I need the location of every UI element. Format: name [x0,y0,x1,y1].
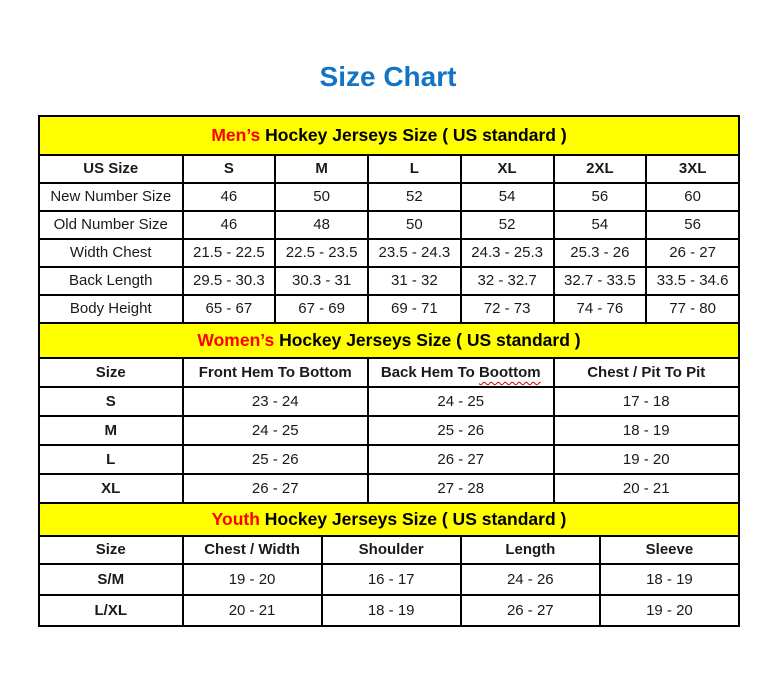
column-header-row [39,155,739,183]
size-value-cell: 52 [368,183,461,211]
size-value-cell: 50 [275,183,368,211]
size-value-cell: 30.3 - 31 [275,267,368,295]
row-label: S [39,387,183,416]
column-header-row [39,536,739,564]
size-value-cell: 17 - 18 [554,387,740,416]
size-value-cell: 26 - 27 [183,474,369,503]
band-accent-text: Youth [211,508,260,529]
column-header: 3XL [646,155,739,183]
size-value-cell: 74 - 76 [554,295,647,323]
table-row [39,295,739,323]
band-accent-text: Men’s [211,124,261,145]
size-value-cell: 33.5 - 34.6 [646,267,739,295]
size-value-cell: 60 [646,183,739,211]
size-value-cell: 56 [646,211,739,239]
youth-size-table [38,502,740,627]
size-value-cell: 20 - 21 [183,595,322,626]
size-value-cell: 32 - 32.7 [461,267,554,295]
table-row [39,267,739,295]
column-header: L [368,155,461,183]
size-value-cell: 52 [461,211,554,239]
womens-size-table [38,322,740,504]
size-value-cell: 27 - 28 [368,474,554,503]
column-header: US Size [39,155,183,183]
column-header: Size [39,536,183,564]
column-header: Chest / Pit To Pit [554,358,740,387]
size-value-cell: 48 [275,211,368,239]
table-row [39,387,739,416]
size-value-cell: 54 [461,183,554,211]
row-label: M [39,416,183,445]
size-value-cell: 67 - 69 [275,295,368,323]
column-header-text: Back Hem To [380,363,479,381]
size-value-cell: 18 - 19 [554,416,740,445]
size-value-cell: 32.7 - 33.5 [554,267,647,295]
band-rest-text: Hockey Jerseys Size ( US standard ) [260,124,567,145]
column-header: 2XL [554,155,647,183]
size-value-cell: 18 - 19 [322,595,461,626]
table-row [39,474,739,503]
size-value-cell: 22.5 - 23.5 [275,239,368,267]
column-header: Length [461,536,600,564]
table-row [39,211,739,239]
size-value-cell: 25 - 26 [368,416,554,445]
band-accent-text: Women’s [197,329,275,350]
band-rest-text: Hockey Jerseys Size ( US standard ) [259,508,567,529]
mens-band-cell [39,116,739,155]
size-value-cell: 56 [554,183,647,211]
column-header: Chest / Width [183,536,322,564]
column-header: Sleeve [600,536,739,564]
size-value-cell: 25.3 - 26 [554,239,647,267]
row-label: Old Number Size [39,211,183,239]
size-value-cell: 19 - 20 [183,564,322,595]
column-header: Front Hem To Bottom [183,358,369,387]
row-label: L [39,445,183,474]
size-tables-container [38,115,740,627]
table-row [39,564,739,595]
size-value-cell: 23.5 - 24.3 [368,239,461,267]
table-row [39,239,739,267]
mens-size-table [38,115,740,324]
row-label: S/M [39,564,183,595]
table-row [39,183,739,211]
table-title-band [39,503,739,536]
column-header: XL [461,155,554,183]
page-title: Size Chart [319,61,457,92]
womens-band-cell [39,323,739,358]
size-value-cell: 69 - 71 [368,295,461,323]
row-label: Back Length [39,267,183,295]
table-row [39,595,739,626]
youth-band-cell [39,503,739,536]
column-header: Shoulder [322,536,461,564]
size-value-cell: 26 - 27 [368,445,554,474]
row-label: Body Height [39,295,183,323]
size-value-cell: 25 - 26 [183,445,369,474]
size-value-cell: 20 - 21 [554,474,740,503]
row-label: Width Chest [39,239,183,267]
column-header-row [39,358,739,387]
size-value-cell: 18 - 19 [600,564,739,595]
size-value-cell: 46 [183,183,276,211]
size-value-cell: 26 - 27 [461,595,600,626]
size-value-cell: 24 - 25 [368,387,554,416]
column-header: S [183,155,276,183]
size-value-cell: 23 - 24 [183,387,369,416]
size-value-cell: 50 [368,211,461,239]
size-value-cell: 54 [554,211,647,239]
row-label: L/XL [39,595,183,626]
column-header: M [275,155,368,183]
size-value-cell: 72 - 73 [461,295,554,323]
size-value-cell: 77 - 80 [646,295,739,323]
size-value-cell: 24 - 25 [183,416,369,445]
size-value-cell: 26 - 27 [646,239,739,267]
size-value-cell: 19 - 20 [600,595,739,626]
table-title-band [39,116,739,155]
size-value-cell: 24 - 26 [461,564,600,595]
row-label: New Number Size [39,183,183,211]
size-value-cell: 19 - 20 [554,445,740,474]
size-value-cell: 31 - 32 [368,267,461,295]
misspelled-word-squiggle: Boottom [478,363,541,381]
table-title-band [39,323,739,358]
size-value-cell: 65 - 67 [183,295,276,323]
size-value-cell: 21.5 - 22.5 [183,239,276,267]
table-row [39,416,739,445]
band-rest-text: Hockey Jerseys Size ( US standard ) [274,329,581,350]
table-row [39,445,739,474]
size-value-cell: 24.3 - 25.3 [461,239,554,267]
column-header [368,358,554,387]
size-value-cell: 29.5 - 30.3 [183,267,276,295]
size-value-cell: 16 - 17 [322,564,461,595]
row-label: XL [39,474,183,503]
column-header: Size [39,358,183,387]
size-value-cell: 46 [183,211,276,239]
